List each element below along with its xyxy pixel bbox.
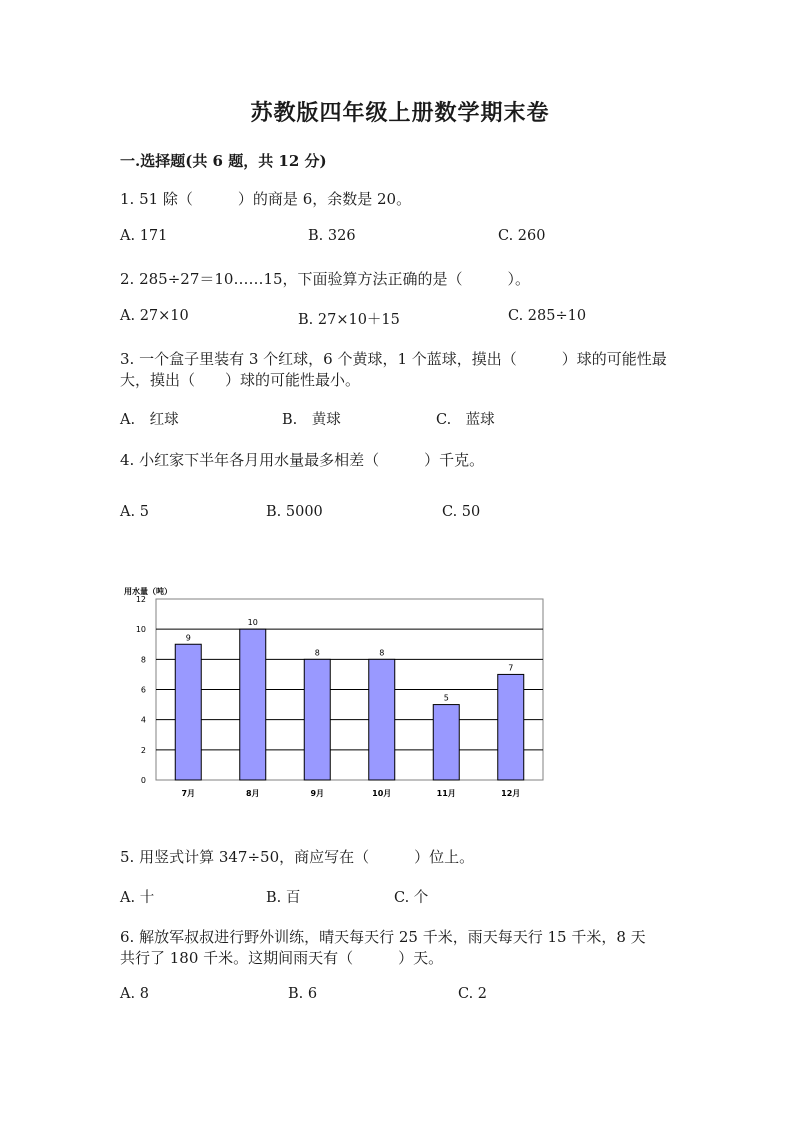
q5-option-c: C. 个 bbox=[394, 890, 429, 906]
question-3-line-1: 3. 一个盒子里装有 3 个红球，6 个黄球，1 个蓝球，摸出（ ）球的可能性最 bbox=[120, 350, 667, 368]
chart-data-label: 8 bbox=[379, 648, 385, 658]
question-6-line-2: 共行了 180 千米。这期间雨天有（ ）天。 bbox=[120, 949, 444, 967]
chart-ytick-label: 10 bbox=[135, 625, 146, 635]
chart-data-label: 5 bbox=[443, 693, 449, 703]
chart-xtick-label: 10月 bbox=[372, 789, 392, 798]
q2-option-c: C. 285÷10 bbox=[508, 308, 587, 324]
q4-option-b: B. 5000 bbox=[266, 504, 323, 520]
chart-ytick-label: 12 bbox=[135, 595, 146, 604]
question-6-line-1: 6. 解放军叔叔进行野外训练，晴天每天行 25 千米，雨天每天行 15 千米，8 天 bbox=[120, 928, 646, 946]
q5-option-b: B. 百 bbox=[266, 890, 301, 906]
q2-option-a: A. 27×10 bbox=[120, 308, 189, 324]
chart-ytick-label: 0 bbox=[140, 776, 146, 785]
q5-option-a: A. 十 bbox=[120, 890, 155, 906]
page-title: 苏教版四年级上册数学期末卷 bbox=[250, 100, 550, 126]
chart-bar bbox=[240, 629, 266, 780]
chart-data-label: 8 bbox=[314, 648, 320, 658]
question-4: 4. 小红家下半年各月用水量最多相差（ ）千克。 bbox=[120, 451, 485, 469]
question-1: 1. 51 除（ ）的商是 6，余数是 20。 bbox=[120, 190, 412, 208]
chart-xtick-label: 12月 bbox=[501, 789, 521, 798]
chart-xtick-label: 7月 bbox=[181, 789, 196, 798]
chart-data-label: 10 bbox=[247, 618, 258, 628]
q4-option-c: C. 50 bbox=[442, 504, 481, 520]
section-heading: 一.选择题(共 6 题，共 12 分) bbox=[120, 152, 327, 170]
question-5: 5. 用竖式计算 347÷50，商应写在（ ）位上。 bbox=[120, 848, 475, 866]
chart-ylabel: 用水量（吨） bbox=[124, 587, 172, 596]
q3-option-c: C. 蓝球 bbox=[436, 412, 495, 428]
chart-ytick-label: 2 bbox=[140, 745, 146, 755]
q2-option-b: B. 27×10＋15 bbox=[298, 312, 400, 328]
q1-option-a: A. 171 bbox=[120, 228, 168, 244]
q6-option-c: C. 2 bbox=[458, 986, 488, 1002]
chart-bar bbox=[304, 659, 330, 780]
q6-option-a: A. 8 bbox=[120, 986, 149, 1002]
q1-option-b: B. 326 bbox=[308, 228, 356, 244]
chart-bar bbox=[175, 644, 201, 780]
chart-bar bbox=[369, 659, 395, 780]
q3-option-a: A. 红球 bbox=[120, 412, 179, 428]
chart-bar bbox=[498, 674, 524, 780]
chart-data-label: 9 bbox=[185, 633, 191, 643]
q1-option-c: C. 260 bbox=[498, 228, 546, 244]
question-2: 2. 285÷27＝10……15，下面验算方法正确的是（ ）。 bbox=[120, 270, 531, 288]
chart-bar bbox=[433, 705, 459, 780]
water-usage-bar-chart bbox=[118, 580, 558, 805]
chart-data-label: 7 bbox=[508, 663, 514, 673]
q3-option-b: B. 黄球 bbox=[282, 412, 341, 428]
q4-option-a: A. 5 bbox=[120, 504, 149, 520]
q6-option-b: B. 6 bbox=[288, 986, 318, 1002]
chart-xtick-label: 9月 bbox=[310, 789, 325, 798]
question-3-line-2: 大，摸出（ ）球的可能性最小。 bbox=[120, 371, 361, 389]
chart-xtick-label: 8月 bbox=[245, 789, 260, 798]
chart-ytick-label: 6 bbox=[140, 685, 146, 695]
chart-xtick-label: 11月 bbox=[436, 789, 456, 798]
chart-ytick-label: 8 bbox=[140, 655, 146, 665]
chart-ytick-label: 4 bbox=[140, 715, 146, 725]
